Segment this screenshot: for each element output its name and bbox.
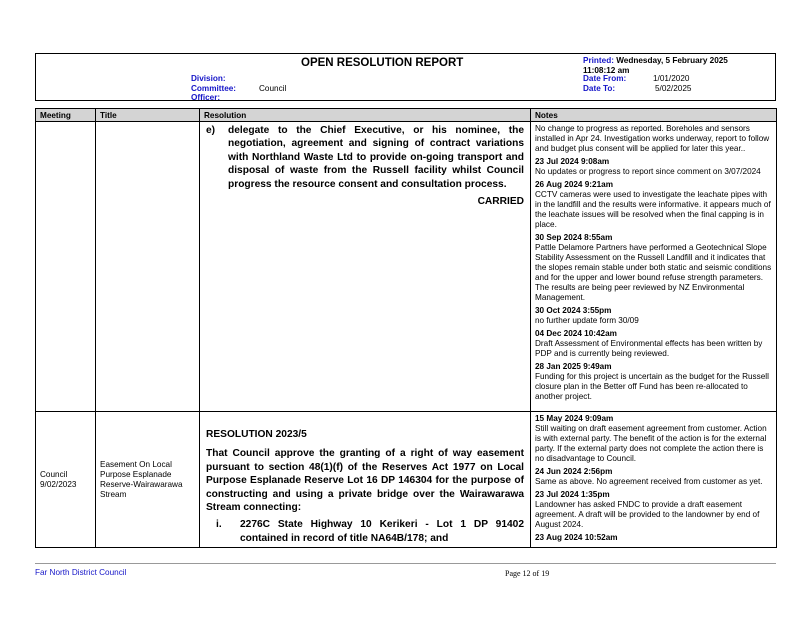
note-date: 28 Jan 2025 9:49am	[535, 362, 612, 371]
resolution-item-text: delegate to the Chief Executive, or his nominee, the negotiation, agreement and signing of contract variations with Northland Waste Ltd to provide on-going transport and disposal of waste from the Russell facility whilst Council progress the resource consent and consultation process.	[228, 125, 524, 190]
division-label: Division:	[191, 74, 226, 83]
footer-page-number: Page 12 of 19	[505, 569, 550, 578]
row2-title-cell	[96, 412, 200, 548]
resolution-sub-marker: i.	[216, 519, 222, 531]
footer-org: Far North District Council	[35, 568, 127, 577]
table-header-row	[36, 109, 777, 122]
carried-label: CARRIED	[477, 196, 524, 208]
report-header	[35, 53, 776, 101]
meeting-date: 9/02/2023	[40, 479, 77, 489]
note-text: no further update form 30/09	[535, 316, 639, 325]
committee-value: Council	[259, 84, 287, 93]
note-date: 23 Jul 2024 1:35pm	[535, 490, 610, 499]
committee-label: Committee:	[191, 84, 237, 93]
table-row	[36, 412, 777, 548]
note-text: Still waiting on draft easement agreement from customer. Action is with external party. The benefit of the action is for the external party. If the external party does not complete the action there is no disadvantage to Council.	[535, 424, 767, 463]
resolution-sub-text: 2276C State Highway 10 Kerikeri - Lot 1 DP 91402 contained in record of title NA64B/178; and	[240, 519, 524, 544]
footer-divider	[35, 563, 776, 564]
note-text: Draft Assessment of Environmental effects has been written by PDP and is currently being reviewed.	[535, 339, 763, 358]
row2-notes-cell	[531, 412, 777, 548]
row1-resolution-cell	[200, 122, 531, 412]
printed-time: 11:08:12 am	[583, 66, 630, 75]
row1-notes-cell	[531, 122, 777, 412]
date-to-value: 5/02/2025	[655, 84, 692, 93]
note-text: Pattle Delamore Partners have performed a Geotechnical Slope Stability Assessment on the Russell Landfill and it indicates that the slopes remain stable under both static and seismic conditions and for the upper and lower bound refuse strength parameters. The results are being peer reviewed by NZ Environmental Management.	[535, 243, 772, 302]
note-date: 15 May 2024 9:09am	[535, 414, 614, 423]
printed-label: Printed:	[583, 56, 614, 65]
note-text: Same as above. No agreement received from customer as yet.	[535, 477, 763, 486]
header-notes: Notes	[531, 109, 777, 122]
note-date: 23 Jul 2024 9:08am	[535, 157, 610, 166]
header-title: Title	[96, 109, 200, 122]
row1-title-cell	[96, 122, 200, 412]
printed-value: Wednesday, 5 February 2025	[616, 56, 728, 65]
note-intro: No change to progress as reported. Boreholes and sensors installed in Apr 24. Investigation works underway, report to follow and budget plus consent will be applied for later this year..	[535, 124, 770, 153]
resolution-item-marker: e)	[206, 125, 216, 136]
row2-resolution-cell	[200, 412, 531, 548]
note-text: Funding for this project is uncertain as the budget for the Russell closure plan in the Better off Fund has been re-allocated to another project.	[535, 372, 769, 401]
item-title: Easement On Local Purpose Esplanade Reserve-Wairawarawa Stream	[100, 459, 183, 499]
note-date: 23 Aug 2024 10:52am	[535, 533, 618, 542]
note-date: 04 Dec 2024 10:42am	[535, 329, 617, 338]
note-date: 26 Aug 2024 9:21am	[535, 180, 613, 189]
report-title: OPEN RESOLUTION REPORT	[301, 57, 464, 69]
row2-meeting-cell	[36, 412, 96, 548]
date-from-label: Date From:	[583, 74, 627, 83]
resolution-text: That Council approve the granting of a right of way easement pursuant to section 48(1)(f) of the Reserves Act 1977 on Local Purpose Esplanade Reserve Lot 16 DP 146304 for the purpose of constructing and using a private bridge over the Wairawarawa Stream connecting:	[206, 448, 524, 513]
officer-label: Officer:	[191, 93, 221, 102]
resolution-heading: RESOLUTION 2023/5	[206, 428, 307, 440]
date-to-label: Date To:	[583, 84, 616, 93]
resolution-table	[35, 108, 777, 548]
note-date: 24 Jun 2024 2:56pm	[535, 467, 613, 476]
note-date: 30 Sep 2024 8:55am	[535, 233, 613, 242]
table-row	[36, 122, 777, 412]
row1-meeting-cell	[36, 122, 96, 412]
date-from-value: 1/01/2020	[653, 74, 690, 83]
note-date: 30 Oct 2024 3:55pm	[535, 306, 612, 315]
header-resolution: Resolution	[200, 109, 531, 122]
meeting-type: Council	[40, 469, 68, 479]
note-text: CCTV cameras were used to investigate the leachate pipes with in the landfill and the results were informative. it appears much of the leachate issues will be resolved when the final capping is in place.	[535, 190, 771, 229]
note-text: No updates or progress to report since comment on 3/07/2024	[535, 167, 761, 176]
note-text: Landowner has asked FNDC to provide a draft easement agreement. A draft will be provided to the landowner by end of August 2024.	[535, 500, 760, 529]
printed-info	[583, 56, 728, 76]
header-meeting: Meeting	[36, 109, 96, 122]
